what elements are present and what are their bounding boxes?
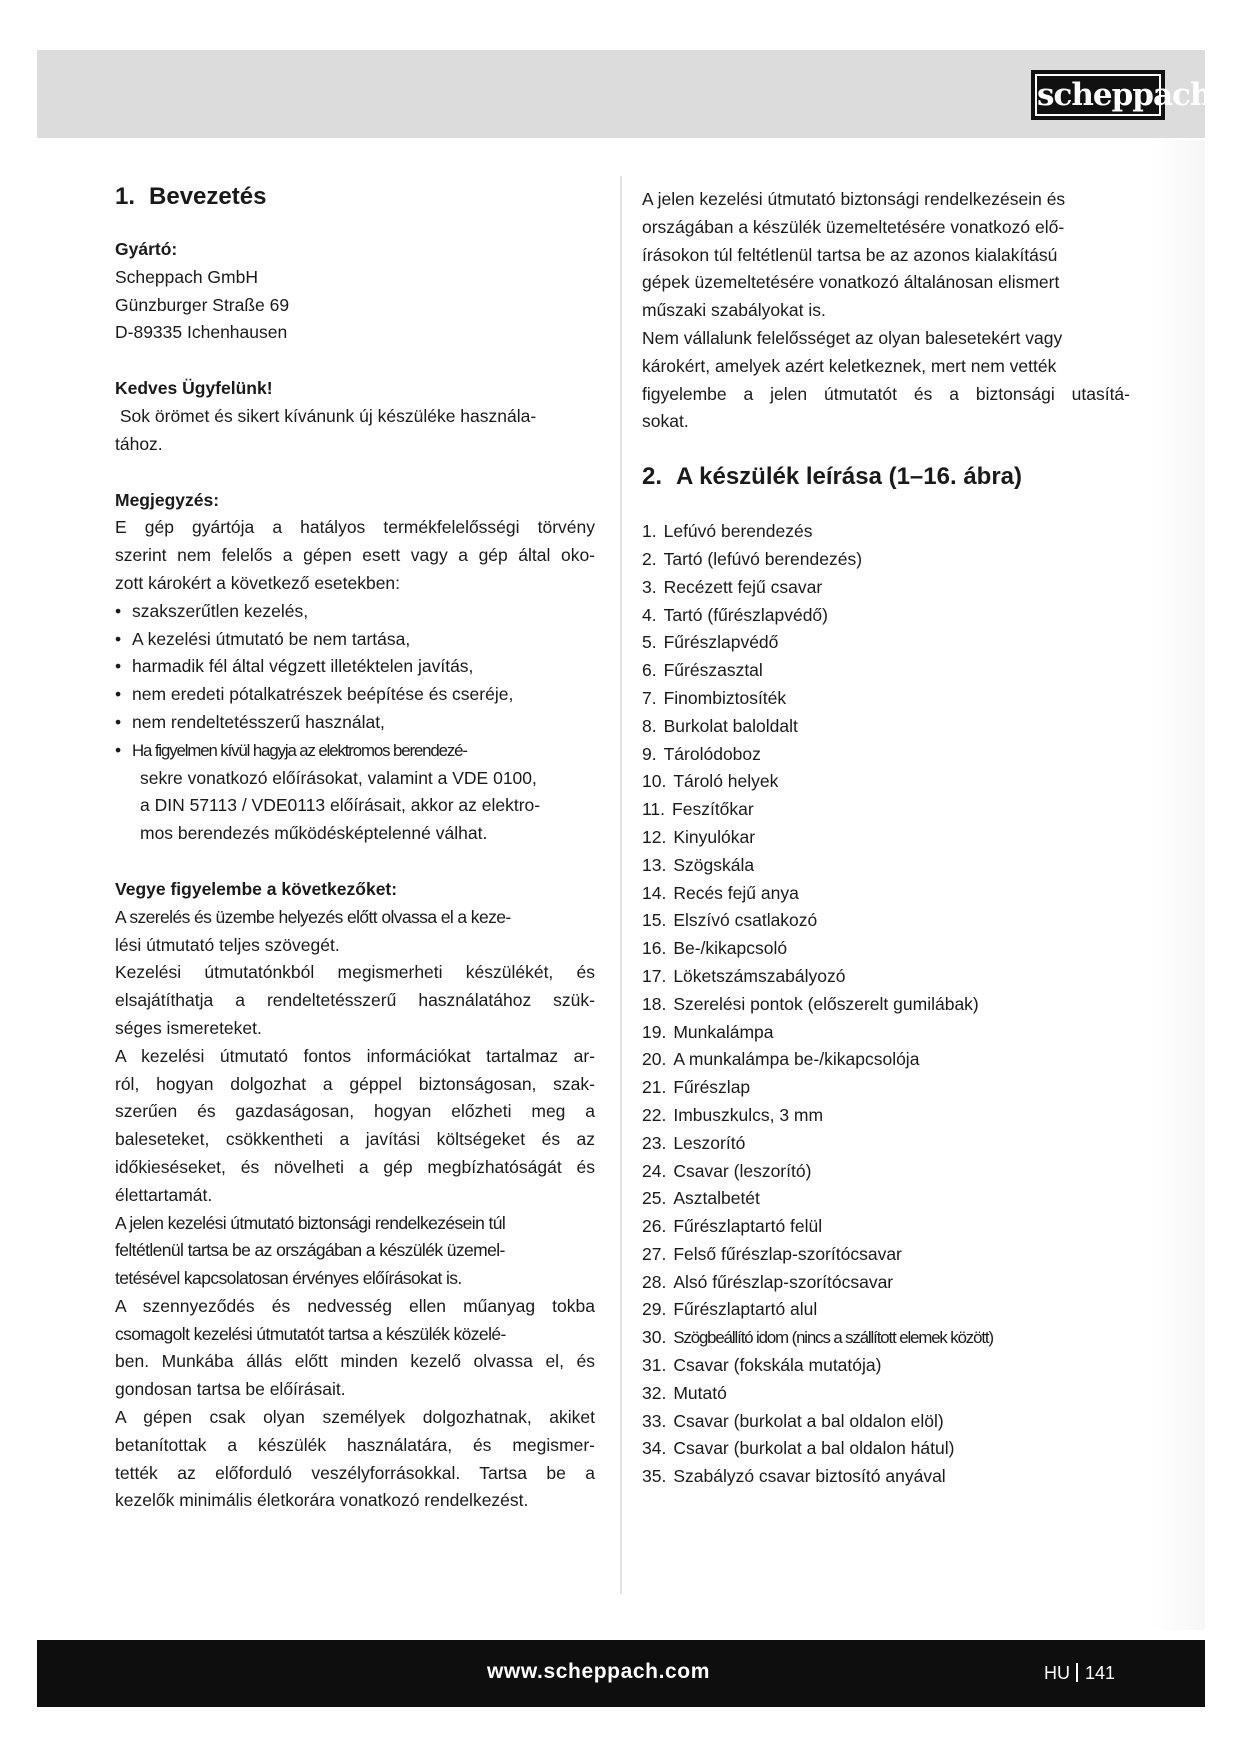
part-number: 21. xyxy=(642,1077,667,1098)
parts-list-item xyxy=(642,880,1130,908)
list-item: • A kezelési útmutató be nem tartása, xyxy=(115,628,411,649)
part-label: Leszorító xyxy=(673,1132,746,1153)
parts-list-item xyxy=(642,1241,1130,1269)
left-column xyxy=(115,180,595,1515)
part-label: Tárolódoboz xyxy=(663,743,761,764)
part-label: Tartó (fűrészlapvédő) xyxy=(663,604,828,625)
parts-list xyxy=(642,518,1130,1491)
observe-line: lési útmutató teljes szövegét. xyxy=(115,934,340,955)
part-number: 34. xyxy=(642,1438,667,1459)
parts-list-item xyxy=(642,1463,1130,1491)
part-label: Tároló helyek xyxy=(673,771,779,792)
intro-line: sokat. xyxy=(642,411,689,432)
note-line: E gép gyártója a hatályos termékfelelősségi törvény xyxy=(115,517,595,538)
part-number: 14. xyxy=(642,882,667,903)
part-label: Csavar (leszorító) xyxy=(673,1160,812,1181)
observe-line: ben. Munkába állás előtt minden kezelő olvassa el, és xyxy=(115,1351,595,1372)
intro-line: gépek üzemeltetésére vonatkozó általánosan elismert xyxy=(642,272,1060,293)
note-line: szerint nem felelős a gépen esett vagy a gép által oko- xyxy=(115,545,595,566)
observe-line: élettartamát. xyxy=(115,1184,213,1205)
parts-list-item xyxy=(642,1102,1130,1130)
part-number: 20. xyxy=(642,1049,667,1070)
part-number: 10. xyxy=(642,771,667,792)
section-1-heading: 1. Bevezetés xyxy=(115,183,267,210)
part-number: 26. xyxy=(642,1216,667,1237)
part-label: Csavar (fokskála mutatója) xyxy=(673,1355,882,1376)
note-line: zott károkért a következő esetekben: xyxy=(115,572,401,593)
observe-line: betanítottak a készülék használatára, és megismer- xyxy=(115,1434,595,1455)
right-column xyxy=(642,186,1130,1491)
part-label: Mutató xyxy=(673,1382,727,1403)
part-number: 5. xyxy=(642,632,657,653)
page-separator xyxy=(1076,1663,1078,1682)
observe-line: A kezelési útmutató fontos információkat tartalmaz ar- xyxy=(115,1045,595,1066)
parts-list-item xyxy=(642,1408,1130,1436)
part-label: Szögbeállító idom (nincs a szállított elemek között) xyxy=(673,1328,993,1348)
intro-paragraphs xyxy=(642,186,1130,436)
part-label: Fűrészlaptartó felül xyxy=(673,1216,823,1237)
parts-list-item xyxy=(642,602,1130,630)
part-number: 19. xyxy=(642,1021,667,1042)
part-number: 15. xyxy=(642,910,667,931)
intro-line: figyelembe a jelen útmutatót és a biztonsági utasítá- xyxy=(642,383,1130,404)
part-number: 25. xyxy=(642,1188,667,1209)
note-block xyxy=(115,487,595,848)
parts-list-item xyxy=(642,1352,1130,1380)
part-number: 9. xyxy=(642,743,657,764)
part-number: 16. xyxy=(642,938,667,959)
part-number: 35. xyxy=(642,1466,667,1487)
note-label: Megjegyzés: xyxy=(115,489,220,510)
parts-list-item xyxy=(642,685,1130,713)
parts-list-item xyxy=(642,991,1130,1019)
observe-line: A gépen csak olyan személyek dolgozhatnak, akiket xyxy=(115,1407,595,1428)
greeting-label: Kedves Ügyfelünk! xyxy=(115,378,273,399)
footer-page-indicator xyxy=(1044,1663,1115,1684)
observe-line: baleseteket, csökkentheti a javítási költségeket és az xyxy=(115,1129,595,1150)
column-divider xyxy=(620,176,622,1594)
list-item: • harmadik fél által végzett illetéktelen javítás, xyxy=(115,656,474,677)
part-number: 27. xyxy=(642,1243,667,1264)
parts-list-item xyxy=(642,629,1130,657)
part-label: Fűrészlap xyxy=(673,1077,751,1098)
intro-line: műszaki szabályokat is. xyxy=(642,300,826,321)
greeting-line: tához. xyxy=(115,433,163,454)
observe-line: feltétlenül tartsa be az országában a készülék üzemel- xyxy=(115,1240,505,1261)
parts-list-item xyxy=(642,546,1130,574)
intro-line: országában a készülék üzemeltetésére vonatkozó elő- xyxy=(642,216,1065,237)
observe-line: csomagolt kezelési útmutatót tartsa a készülék közelé- xyxy=(115,1323,506,1344)
part-label: Burkolat baloldalt xyxy=(663,715,798,736)
parts-list-item xyxy=(642,1435,1130,1463)
observe-line: kezelők minimális életkorára vonatkozó rendelkezést. xyxy=(115,1490,529,1511)
part-number: 30. xyxy=(642,1327,667,1348)
observe-label: Vegye figyelembe a következőket: xyxy=(115,878,398,899)
parts-list-item xyxy=(642,796,1130,824)
manufacturer-block xyxy=(115,236,595,347)
parts-list-item xyxy=(642,824,1130,852)
parts-list-item xyxy=(642,1296,1130,1324)
part-label: Lefúvó berendezés xyxy=(663,521,813,542)
part-label: Asztalbetét xyxy=(673,1188,760,1209)
observe-line: A szerelés és üzembe helyezés előtt olvassa el a keze- xyxy=(115,906,511,927)
parts-list-item xyxy=(642,1324,1130,1352)
part-label: Szabályzó csavar biztosító anyával xyxy=(673,1466,946,1487)
greeting-block xyxy=(115,375,595,458)
observe-line: tették az előforduló veszélyforrásokkal. Tartsa be a xyxy=(115,1462,595,1483)
part-number: 33. xyxy=(642,1410,667,1431)
part-number: 17. xyxy=(642,965,667,986)
observe-line: ról, hogyan dolgozhat a géppel biztonságosan, szak- xyxy=(115,1073,595,1094)
list-item: • Ha figyelmen kívül hagyja az elektromos berendezé- xyxy=(115,739,467,760)
section-2-heading: 2. A készülék leírása (1–16. ábra) xyxy=(642,463,1022,491)
part-number: 29. xyxy=(642,1299,667,1320)
manufacturer-line: D-89335 Ichenhausen xyxy=(115,322,288,343)
part-label: A munkalámpa be-/kikapcsolója xyxy=(673,1049,920,1070)
intro-line: Nem vállalunk felelősséget az olyan balesetekért vagy xyxy=(642,327,1063,348)
observe-line: A jelen kezelési útmutató biztonsági rendelkezésein túl xyxy=(115,1212,506,1233)
part-number: 7. xyxy=(642,687,657,708)
part-label: Munkalámpa xyxy=(673,1021,774,1042)
header-band xyxy=(37,50,1205,138)
observe-line: tetésével kapcsolatosan érvényes előírásokat is. xyxy=(115,1268,462,1289)
observe-line: Kezelési útmutatónkból megismerheti készülékét, és xyxy=(115,962,595,983)
parts-list-item xyxy=(642,741,1130,769)
parts-list-item xyxy=(642,1158,1130,1186)
parts-list-item xyxy=(642,852,1130,880)
part-label: Fűrészlaptartó alul xyxy=(673,1299,818,1320)
parts-list-item xyxy=(642,1380,1130,1408)
part-number: 8. xyxy=(642,715,657,736)
footer-band xyxy=(37,1640,1205,1707)
part-label: Tartó (lefúvó berendezés) xyxy=(663,548,863,569)
parts-list-item xyxy=(642,1185,1130,1213)
part-label: Be-/kikapcsoló xyxy=(673,938,788,959)
intro-line: A jelen kezelési útmutató biztonsági rendelkezésein és xyxy=(642,189,1066,209)
language-code: HU xyxy=(1044,1663,1070,1683)
part-label: Feszítőkar xyxy=(672,799,754,820)
observe-line: időkieséseket, és növelheti a gép megbízhatóságát és xyxy=(115,1156,595,1177)
list-item: • szakszerűtlen kezelés, xyxy=(115,600,309,621)
parts-list-item xyxy=(642,574,1130,602)
part-label: Fűrészlapvédő xyxy=(663,632,779,653)
part-number: 1. xyxy=(642,521,657,542)
manufacturer-line: Günzburger Straße 69 xyxy=(115,294,290,315)
scheppach-logo: scheppach xyxy=(1031,70,1165,120)
part-label: Szögskála xyxy=(673,854,755,875)
observe-line: A szennyeződés és nedvesség ellen műanyag tokba xyxy=(115,1295,595,1316)
note-bullet-continuation: mos berendezés működésképtelenné válhat. xyxy=(140,823,488,844)
part-label: Felső fűrészlap-szorítócsavar xyxy=(673,1243,902,1264)
observe-line: séges ismereteket. xyxy=(115,1017,262,1038)
part-label: Imbuszkulcs, 3 mm xyxy=(673,1104,824,1125)
part-number: 4. xyxy=(642,604,657,625)
part-number: 12. xyxy=(642,826,667,847)
part-label: Recézett fejű csavar xyxy=(663,576,823,597)
page-edge-shade xyxy=(1150,140,1205,1630)
manufacturer-line: Scheppach GmbH xyxy=(115,266,258,287)
footer-website-link[interactable]: www.scheppach.com xyxy=(487,1660,710,1683)
part-number: 18. xyxy=(642,993,667,1014)
part-number: 6. xyxy=(642,660,657,681)
part-label: Finombiztosíték xyxy=(663,687,787,708)
parts-list-item xyxy=(642,1130,1130,1158)
part-number: 11. xyxy=(642,799,666,820)
parts-list-item xyxy=(642,713,1130,741)
parts-list-item xyxy=(642,518,1130,546)
page-number: 141 xyxy=(1085,1663,1116,1683)
parts-list-item xyxy=(642,768,1130,796)
parts-list-item xyxy=(642,1019,1130,1047)
parts-list-item xyxy=(642,907,1130,935)
part-label: Csavar (burkolat a bal oldalon hátul) xyxy=(673,1438,955,1459)
part-number: 28. xyxy=(642,1271,667,1292)
part-number: 13. xyxy=(642,854,667,875)
part-number: 24. xyxy=(642,1160,667,1181)
manufacturer-label: Gyártó: xyxy=(115,239,178,259)
part-label: Csavar (burkolat a bal oldalon elöl) xyxy=(673,1410,944,1431)
list-item: • nem eredeti pótalkatrészek beépítése és cseréje, xyxy=(115,684,514,705)
part-label: Fűrészasztal xyxy=(663,660,763,681)
part-label: Elszívó csatlakozó xyxy=(673,910,818,931)
note-bullet-continuation: sekre vonatkozó előírásokat, valamint a VDE 0100, xyxy=(140,767,537,788)
greeting-line: Sok örömet és sikert kívánunk új készüléke használa- xyxy=(115,405,537,426)
part-number: 31. xyxy=(642,1355,667,1376)
part-label: Recés fejű anya xyxy=(673,882,799,903)
parts-list-item xyxy=(642,1213,1130,1241)
part-number: 23. xyxy=(642,1132,667,1153)
part-label: Löketszámszabályozó xyxy=(673,965,846,986)
part-label: Alsó fűrészlap-szorítócsavar xyxy=(673,1271,894,1292)
part-number: 3. xyxy=(642,576,657,597)
parts-list-item xyxy=(642,1269,1130,1297)
observe-line: elsajátíthatja a rendeltetésszerű használatához szük- xyxy=(115,990,595,1011)
part-number: 22. xyxy=(642,1104,667,1125)
parts-list-item xyxy=(642,1046,1130,1074)
parts-list-item xyxy=(642,1074,1130,1102)
part-label: Szerelési pontok (előszerelt gumilábak) xyxy=(673,993,979,1014)
parts-list-item xyxy=(642,657,1130,685)
list-item: • nem rendeltetésszerű használat, xyxy=(115,711,385,732)
parts-list-item xyxy=(642,935,1130,963)
note-bullet-continuation: a DIN 57113 / VDE0113 előírásait, akkor az elektro- xyxy=(140,795,541,816)
part-number: 32. xyxy=(642,1382,667,1403)
intro-line: írásokon túl feltétlenül tartsa be az azonos kialakítású xyxy=(642,244,1058,265)
intro-line: károkért, amelyek azért keletkeznek, mert nem vették xyxy=(642,355,1057,376)
part-number: 2. xyxy=(642,548,657,569)
observe-line: szerűen és gazdaságosan, hogyan előzheti meg a xyxy=(115,1101,595,1122)
observe-line: gondosan tartsa be előírásait. xyxy=(115,1379,346,1400)
note-bullet-list xyxy=(115,598,595,765)
observe-block xyxy=(115,876,595,1515)
part-label: Kinyulókar xyxy=(673,826,756,847)
parts-list-item xyxy=(642,963,1130,991)
